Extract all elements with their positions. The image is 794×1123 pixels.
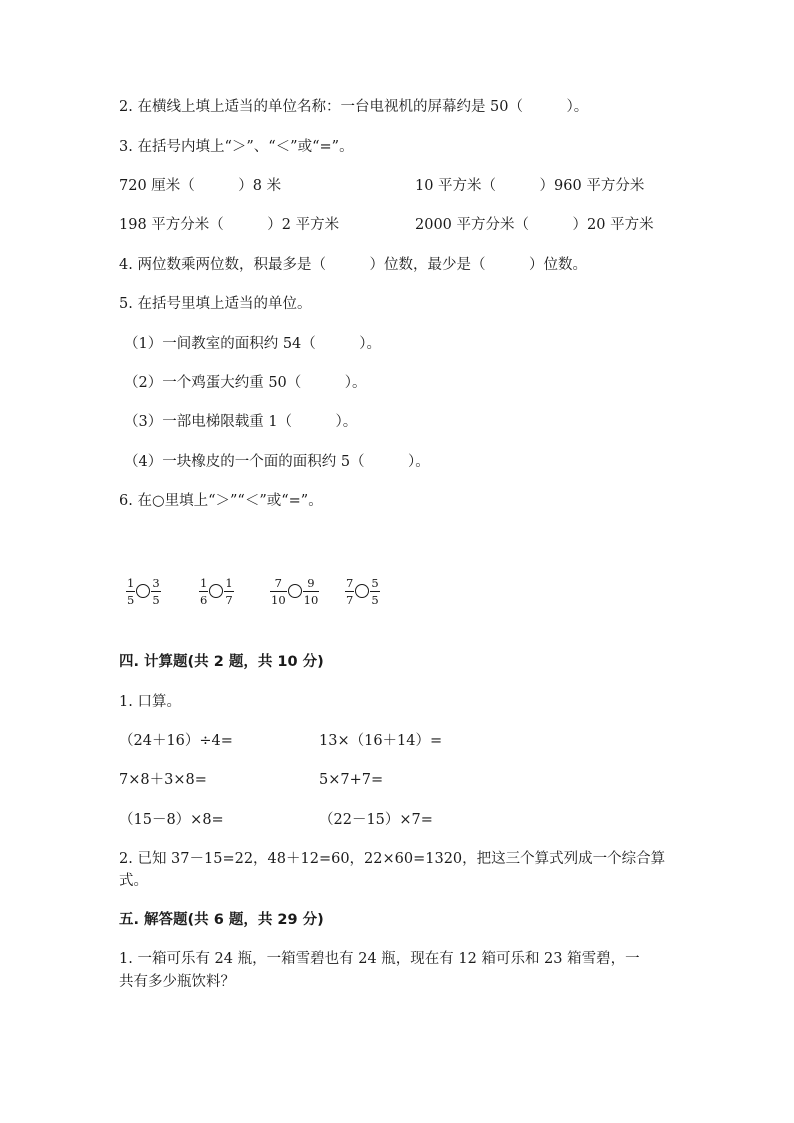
- fraction-compare-1: [126, 571, 161, 611]
- denominator: 10: [303, 592, 319, 607]
- fraction-compare-3: [270, 571, 319, 611]
- numerator: 7: [346, 575, 354, 590]
- q3-title: 3. 在括号内填上“＞”、“＜”或“=”。: [119, 139, 354, 155]
- section5-q1-line2: 共有多少瓶饮料？: [119, 974, 235, 990]
- fraction: [303, 576, 320, 607]
- q4-text: 4. 两位数乘两位数，积最多是（ ）位数，最少是（ ）位数。: [119, 257, 587, 273]
- section4-q2-line2: 式。: [119, 873, 148, 889]
- denominator: 7: [225, 592, 233, 607]
- numerator: 7: [274, 575, 282, 590]
- denominator: 6: [200, 592, 208, 607]
- calc-item-6: （22－15）×7=: [319, 812, 433, 828]
- numerator: 3: [152, 575, 160, 590]
- fraction: [199, 576, 208, 607]
- denominator: 5: [371, 592, 379, 607]
- numerator: 9: [307, 575, 315, 590]
- calc-item-1: （24＋16）÷4=: [119, 733, 233, 749]
- section5-heading: 五. 解答题(共 6 题，共 29 分): [119, 912, 324, 928]
- denominator: 5: [127, 592, 135, 607]
- q3-item-4: 2000 平方分米（ ）20 平方米: [415, 217, 654, 233]
- calc-item-2: 13×（16＋14）=: [319, 733, 443, 749]
- section5-q1-line1: 1. 一箱可乐有 24 瓶，一箱雪碧也有 24 瓶，现在有 12 箱可乐和 23 箱雪碧，一: [119, 951, 640, 967]
- q5-item-1: （1）一间教室的面积约 54（ ）。: [124, 336, 382, 352]
- compare-circle[interactable]: [136, 584, 150, 598]
- fraction-compare-2: [199, 571, 234, 611]
- numerator: 1: [200, 575, 208, 590]
- fraction: [224, 576, 233, 607]
- numerator: 1: [225, 575, 233, 590]
- section4-q2-line1: 2. 已知 37－15=22，48＋12=60，22×60=1320，把这三个算式列成一个综合算: [119, 851, 666, 867]
- compare-circle[interactable]: [209, 584, 223, 598]
- q5-title: 5. 在括号里填上适当的单位。: [119, 296, 312, 312]
- denominator: 7: [346, 592, 354, 607]
- fraction: [151, 576, 160, 607]
- q2-text: 2. 在横线上填上适当的单位名称：一台电视机的屏幕约是 50（ ）。: [119, 99, 589, 115]
- compare-circle[interactable]: [288, 584, 302, 598]
- calc-item-5: （15－8）×8=: [119, 812, 224, 828]
- fraction-compare-4: [345, 571, 380, 611]
- numerator: 1: [127, 575, 135, 590]
- fraction: [370, 576, 379, 607]
- numerator: 5: [371, 575, 379, 590]
- q5-item-3: （3）一部电梯限载重 1（ ）。: [124, 414, 358, 430]
- q3-item-1: 720 厘米（ ）8 米: [119, 178, 282, 194]
- calc-item-4: 5×7+7=: [319, 772, 384, 788]
- calc-item-3: 7×8＋3×8=: [119, 772, 207, 788]
- compare-circle[interactable]: [355, 584, 369, 598]
- fraction: [345, 576, 354, 607]
- q3-item-3: 198 平方分米（ ）2 平方米: [119, 217, 340, 233]
- q5-item-4: （4）一块橡皮的一个面的面积约 5（ ）。: [124, 454, 430, 470]
- fraction: [126, 576, 135, 607]
- denominator: 10: [271, 592, 286, 607]
- section4-q1-title: 1. 口算。: [119, 694, 181, 710]
- denominator: 5: [152, 592, 160, 607]
- section4-heading: 四. 计算题(共 2 题，共 10 分): [119, 654, 324, 670]
- q3-item-2: 10 平方米（ ）960 平方分米: [415, 178, 645, 194]
- q5-item-2: （2）一个鸡蛋大约重 50（ ）。: [124, 375, 367, 391]
- q6-title: 6. 在○里填上“＞”“＜”或“=”。: [119, 493, 323, 509]
- fraction: [270, 576, 287, 607]
